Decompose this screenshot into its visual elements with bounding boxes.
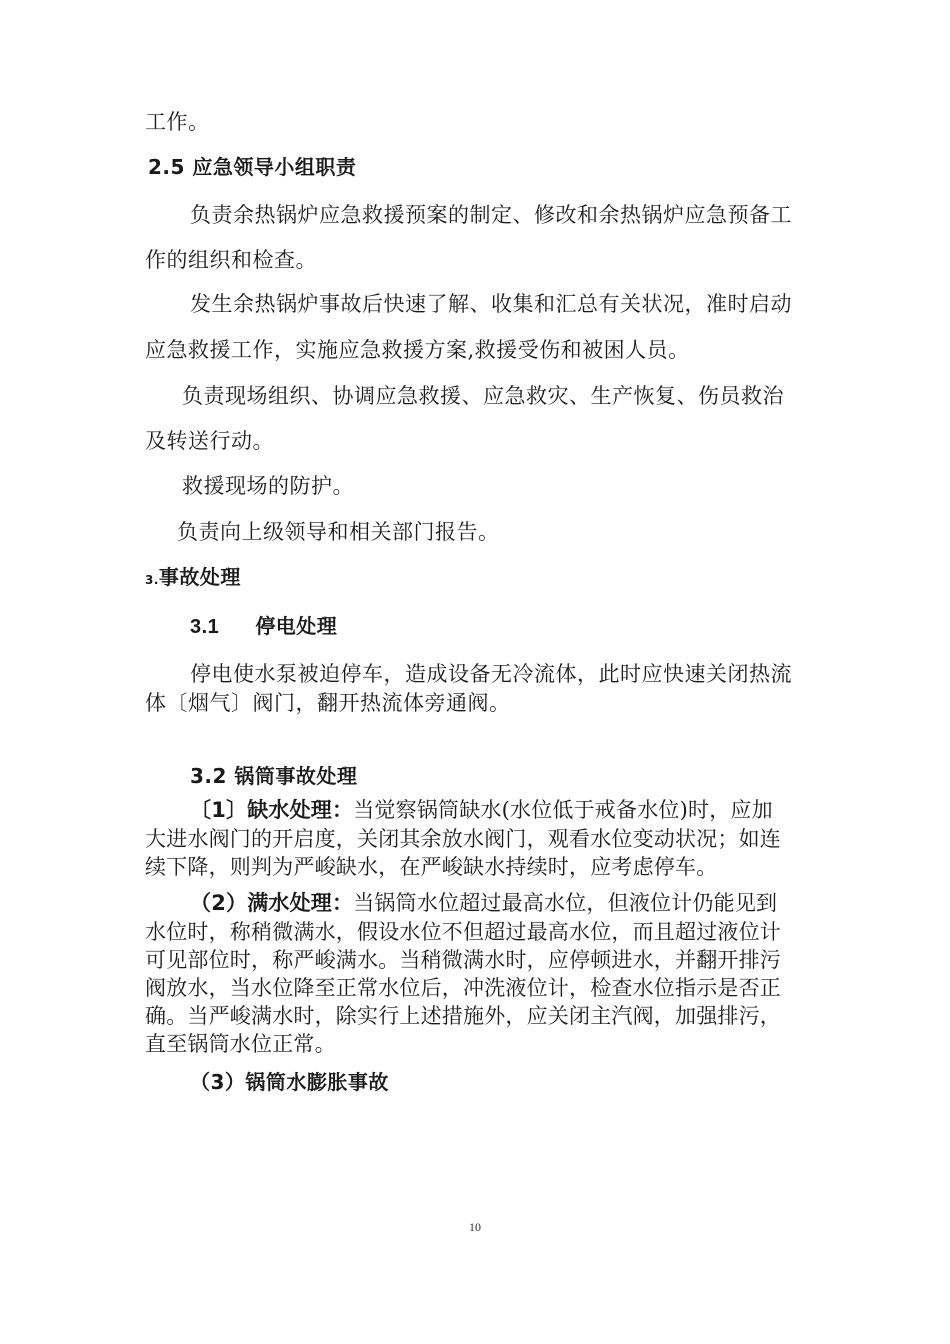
page-number: 10 (469, 1220, 481, 1234)
paragraph-line: 停电使水泵被迫停车，造成设备无冷流体，此时应快速关闭热流 (190, 662, 792, 686)
paragraph-line: 应急救援工作，实施应急救援方案,救援受伤和被困人员。 (145, 338, 690, 362)
section-heading-3-2: 3.2 锅筒事故处理 (190, 764, 358, 788)
list-item-3: （3）锅筒水膨胀事故 (190, 1070, 389, 1094)
section-number: 3. (145, 573, 159, 587)
paragraph-line: 负责余热锅炉应急救援预案的制定、修改和余热锅炉应急预备工 (190, 203, 792, 227)
section-heading-2-5: 2.5 应急领导小组职责 (148, 155, 357, 179)
list-item-1 (190, 796, 773, 824)
item-label: （2）满水处理： (190, 891, 354, 915)
item-text: 当锅筒水位超过最高水位，但液位计仍能见到 (353, 891, 778, 915)
paragraph-line: 水位时，称稍微满水，假设水位不但超过最高水位，而且超过液位计 (145, 920, 781, 944)
item-text: 当觉察锅筒缺水(水位低于戒备水位)时，应加 (353, 798, 773, 822)
section-title: 事故处理 (158, 565, 241, 589)
paragraph-line: 负责向上级领导和相关部门报告。 (177, 520, 500, 544)
item-label: 〔1〕缺水处理： (190, 798, 354, 822)
paragraph-line: 阀放水，当水位降至正常水位后，冲洗液位计，检查水位指示是否正 (145, 976, 781, 1000)
section-number: 3.1 (190, 616, 220, 638)
paragraph-line: 可见部位时，称严峻满水。当稍微满水时，应停顿进水，并翻开排污 (145, 948, 781, 972)
paragraph-line: 续下降，则判为严峻缺水，在严峻缺水持续时，应考虑停车。 (145, 855, 718, 879)
paragraph-line: 发生余热锅炉事故后快速了解、收集和汇总有关状况，准时启动 (190, 292, 792, 316)
paragraph-line: 体〔烟气〕阀门，翻开热流体旁通阀。 (145, 691, 511, 715)
section-heading-3 (145, 563, 241, 594)
paragraph-line: 及转送行动。 (145, 429, 274, 453)
text-line: 工作。 (145, 110, 210, 134)
paragraph-line: 大进水阀门的开启度，关闭其余放水阀门，观看水位变动状况；如连 (145, 827, 781, 851)
paragraph-line: 确。当严峻满水时，除实行上述措施外，应关闭主汽阀，加强排污， (145, 1004, 781, 1028)
section-title: 停电处理 (255, 614, 338, 638)
paragraph-line: 作的组织和检查。 (145, 248, 317, 272)
section-heading-3-1 (190, 612, 337, 641)
paragraph-line: 负责现场组织、协调应急救援、应急救灾、生产恢复、伤员救治 (182, 384, 784, 408)
paragraph-line: 直至锅筒水位正常。 (145, 1032, 336, 1056)
paragraph-line: 救援现场的防护。 (182, 474, 354, 498)
list-item-2 (190, 889, 777, 917)
